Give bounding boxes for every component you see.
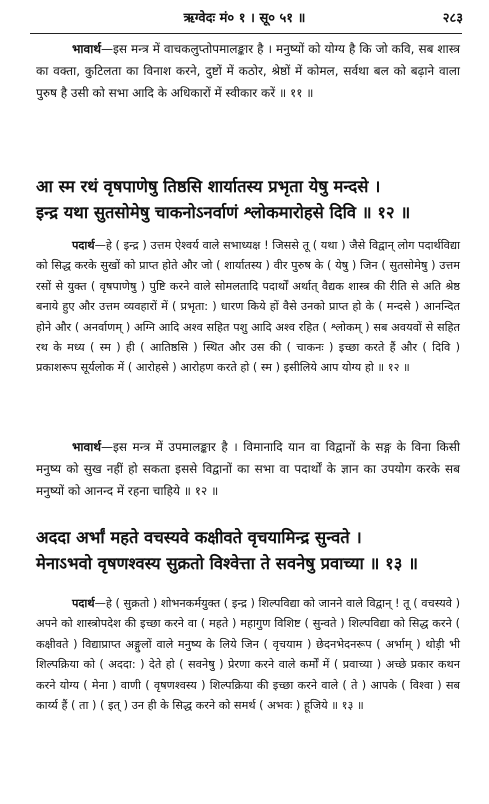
bhavartha-text: —इस मन्त्र में उपमालङ्कार है । विमानादि यान वा विद्वानों के सङ्ग के विना किसी मनुष्य को सुख नहीं हो सकता इससे विद्वानों का सभा वा पदार्थों के ज्ञान का उपयोग करके सब मनुष्यों को आनन्द में रहना चाहिये ॥ १२ ॥ <box>36 440 460 498</box>
bhavartha-label: भावार्थ <box>72 42 101 56</box>
bhavartha-text: —इस मन्त्र में वाचकलुप्तोपमालङ्कार है । मनुष्यों को योग्य है कि जो कवि, सब शास्त्र का वक्ता, कुटिलता का विनाश करने, दुष्टों में कठोर, श्रेष्ठों में कोमल, सर्वथा बल को बढ़ाने वाला पुरुष है उसी को सभा आदि के अधिकारों में स्वीकार करें ॥ ११ ॥ <box>36 42 460 100</box>
mantra-line: आ स्म रथं वृषपाणेषु तिष्ठसि शार्यातस्य प्रभृता येषु मन्दसे । <box>36 177 381 196</box>
padartha-text: —हे ( सुक्रतो ) शोभनकर्मयुक्त ( इन्द्र ) शिल्पविद्या को जानने वाले विद्वान् ! तू ( वचस्यवे ) अपने को शास्त्रोपदेश की इच्छा करने वा ( महते ) महागुण विशिष्ट ( सुन्वते ) शिल्पविद्या को सिद्ध करने ( कक्षीवते ) विद्याप्राप्त अङ्गुलों वाले मनुष्य के लिये जिन ( वृचयाम ) छेदनभेदनरूप ( अर्भाम् ) थोड़ी भी शिल्पक्रिया को ( अददा: ) देते हो ( सवनेषु ) प्रेरणा करने वाले कर्मों में ( प्रवाच्या ) अच्छे प्रकार कथन करने योग्य ( मेना ) वाणी ( वृषणश्वस्य ) शिल्पक्रिया की इच्छा करने वाले ( ते ) आपके ( विश्वा ) सब कार्य्य हैं ( ता ) ( इत् ) उन ही के सिद्ध करने को समर्थ ( अभवः ) हूजिये ॥ १३ ॥ <box>36 597 460 713</box>
padartha-text: —हे ( इन्द्र ) उत्तम ऐश्वर्य वाले सभाध्यक्ष ! जिससे तू ( यथा ) जैसे विद्वान् लोग पदार्थविद्या को सिद्ध करके सुखों को प्राप्त होते और जो ( शार्यातस्य ) वीर पुरुष के ( येषु ) जिन ( सुतसोमेषु ) उत्तम रसों से युक्त ( वृषपाणेषु ) पुष्टि करने वाले सोमलतादि पदार्थों अर्थात् वैद्यक शास्त्र की रीति से अति श्रेष्ठ बनाये हुए और उत्तम व्यवहारों में ( प्रभृता: ) धारण किये हों वैसे उनको प्राप्त हो के ( मन्दसे ) आनन्दित होने और ( अनर्वाणम् ) अग्नि आदि अश्व सहित पशु आदि अश्व रहित ( श्लोकम् ) सब अवयवों से सहित रथ के मध्य ( स्म ) ही ( आतिष्ठसि ) स्थित और उस की ( चाकनः ) इच्छा करते हैं और ( दिवि ) प्रकाशरूप सूर्यलोक में ( आरोहसे ) आरोहण करते हो ( स्म ) इसीलिये आप योग्य हो ॥ १२ ॥ <box>36 239 460 375</box>
padartha-label: पदार्थ <box>72 597 95 610</box>
mantra-line: अददा अर्भां महते वचस्यवे कक्षीवते वृचयामिन्द्र सुन्वते । <box>36 528 362 547</box>
header-rule <box>30 33 462 34</box>
page-header <box>0 6 489 28</box>
padartha-12 <box>36 236 460 379</box>
running-title: ऋग्वेदः मं० १ । सू० ५१ ॥ <box>183 11 306 26</box>
page-number: २८३ <box>442 11 463 26</box>
mantra-line: इन्द्र यथा सुतसोमेषु चाकनोऽनर्वाणं श्लोकमारोहसे दिवि ॥ १२ ॥ <box>36 203 411 222</box>
bhavartha-11 <box>36 38 460 104</box>
bhavartha-12 <box>36 436 460 502</box>
mantra-12 <box>36 174 460 226</box>
bhavartha-label: भावार्थ <box>72 440 101 454</box>
mantra-line: मेनाऽभवो वृषणश्वस्य सुक्रतो विश्वेत्ता ते सवनेषु प्रवाच्या ॥ १३ ॥ <box>36 554 418 573</box>
mantra-13 <box>36 525 460 577</box>
padartha-label: पदार्थ <box>72 239 95 252</box>
padartha-13 <box>36 594 460 716</box>
